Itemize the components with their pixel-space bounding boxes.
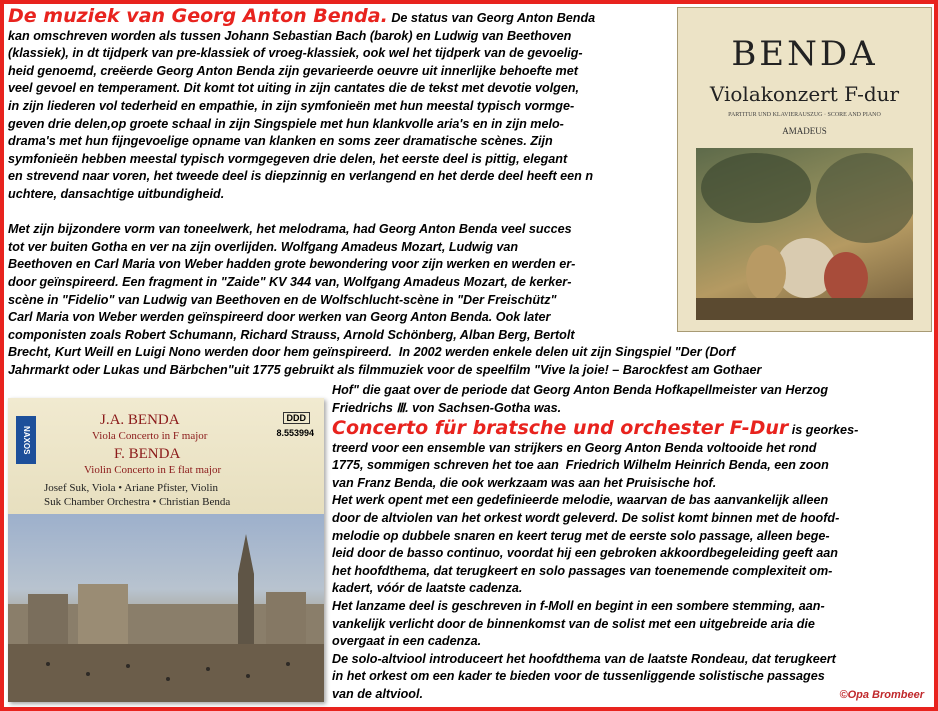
intro-first-line: De status van Georg Anton Benda	[387, 11, 596, 25]
text-line: heid genoemd, creëerde Georg Anton Benda zijn gevarieerde oeuvre uit innerlijke behoefte met	[8, 63, 578, 78]
text-line: Beethoven en Carl Maria von Weber hadden grote bewondering voor zijn werken en werden er-	[8, 257, 576, 272]
cover2-performers1: Josef Suk, Viola • Ariane Pfister, Violin	[44, 482, 219, 494]
melodrama-paragraph	[8, 222, 761, 377]
text-line: Brecht, Kurt Weill en Luigi Nono werden door hem geïnspireerd. In 2002 werden enkele delen uit zijn Singspiel "Der (Dorf	[8, 345, 736, 360]
text-line: door geïnspireerd. Een fragment in "Zaide" KV 344 van, Wolfgang Amadeus Mozart, de kerker-	[8, 274, 572, 289]
text-line: overgaat in een cadenza.	[332, 634, 482, 649]
text-line: in het orkest om een kader te bieden voor de tussenliggende solistische passages	[332, 669, 825, 684]
heading-concerto: Concerto für bratsche und orchester F-Dur	[332, 417, 789, 439]
cover2-work2: Violin Concerto in E flat major	[84, 464, 222, 476]
gotha-tail-lines	[332, 383, 828, 415]
intro-paragraph	[8, 29, 593, 201]
text-line: symfonieën hebben meestal typisch vormgegeven drie delen, het eerste deel is pittig, elegant	[8, 151, 568, 166]
ddd-badge: DDD	[283, 412, 311, 424]
catalog-number: 8.553994	[276, 428, 314, 438]
concerto-paragraph	[332, 441, 839, 701]
text-line: De solo-altviool introduceert het hoofdthema van de laatste Rondeau, dat terugkeert	[332, 651, 836, 666]
text-line: vankelijk verlicht door de binnenkomst van de solist met een uitgebreide aria die	[332, 616, 815, 631]
heading-muziek: De muziek van Georg Anton Benda.	[8, 5, 388, 27]
cover1-subtitle: Violakonzert F-dur	[709, 82, 900, 106]
cover1-title: BENDA	[731, 34, 878, 74]
concerto-text	[332, 417, 859, 704]
cover1-small: PARTITUR UND KLAVIERAUSZUG · SCORE AND PIANO	[728, 112, 881, 118]
text-line: en strevend naar voren, het tweede deel is diepzinnig en verlangend en het derde deel heeft een n	[8, 169, 594, 184]
cover2-composer1: J.A. BENDA	[100, 412, 180, 428]
text-line: kadert, vóór de laatste cadenza.	[332, 581, 523, 596]
text-line: van Franz Benda, die ook werkzaam was aan het Pruisische hof.	[332, 475, 717, 490]
cover1-painting	[696, 148, 913, 320]
text-line: componisten zoals Robert Schumann, Richard Strauss, Arnold Schönberg, Alban Berg, Bertolt	[8, 327, 575, 342]
benda-violakonzert-cover	[677, 7, 932, 332]
text-line: Het lanzame deel is geschreven in f-Moll en begint in een sombere stemming, aan-	[332, 598, 825, 613]
text-line: 1775, sommigen schreven het toe aan Friedrich Wilhelm Heinrich Benda, een zoon	[332, 458, 829, 473]
cover2-townscape	[8, 514, 324, 702]
text-line: veel gevoel en temperament. Dit komt tot uiting in zijn cantates die de tekst met devotie volgen,	[8, 81, 580, 96]
text-line: treerd voor een ensemble van strijkers en Georg Anton Benda voltooide het rond	[332, 440, 817, 455]
text-line: Met zijn bijzondere vorm van toneelwerk, het melodrama, had Georg Anton Benda veel succes	[8, 222, 572, 237]
text-line: Jahrmarkt oder Lukas und Bärbchen"uit 1775 gebruikt als filmmuziek voor de speelfilm "Vive la joie! – Barockfest am Gothaer	[8, 362, 762, 377]
text-line: kan omschreven worden als tussen Johann Sebastian Bach (barok) en Ludwig van Beethoven	[8, 28, 572, 43]
cover2-performers2: Suk Chamber Orchestra • Christian Benda	[44, 496, 231, 508]
gotha-tail	[332, 382, 828, 417]
text-line: door de altviolen van het orkest wordt geleverd. De solist komt binnen met de hoofd-	[332, 510, 840, 525]
text-line: het hoofdthema, dat terugkeert en solo passages van toenemende complexiteit om-	[332, 563, 833, 578]
text-line: uchtere, dansachtige uitbundigheid.	[8, 186, 225, 201]
text-line: Het werk opent met een gedefinieerde melodie, waarvan de bas aanvankelijk alleen	[332, 493, 829, 508]
text-line: melodie op dubbele snaren en keert terug met de eerste solo passage, alleen bege-	[332, 528, 830, 543]
text-line: drama's met hun fijngevoelige opname van klanken en soms zeer dramatische scènes. Zijn	[8, 134, 553, 149]
text-line: geven drie delen,op groete schaal in zijn Singspiele met hun klankvolle aria's en in zijn melo-	[8, 116, 564, 131]
cover1-brand: AMADEUS	[782, 126, 827, 136]
concerto-first-line: is georkes-	[788, 423, 859, 437]
text-line: scène in "Fidelio" van Ludwig van Beethoven en de Wolfschlucht-scène in "Der Freischütz"	[8, 292, 557, 307]
naxos-cd-cover	[8, 398, 324, 702]
text-line: leid door de basso continuo, voordat hij een gebroken akkoordbegeleiding geeft aan	[332, 546, 838, 561]
naxos-logo: NAXOS	[16, 416, 36, 464]
cover2-composer2: F. BENDA	[114, 446, 181, 462]
text-line: in zijn liederen vol tederheid en empathie, in zijn symfonieën met hun meestal typisch vormge-	[8, 98, 575, 113]
intro-text	[8, 5, 762, 379]
text-line: Carl Maria von Weber werden geïnspireerd door werken van Georg Anton Benda. Ook later	[8, 310, 551, 325]
text-line: van de altviool.	[332, 686, 423, 701]
copyright-credit: ©Opa Brombeer	[839, 689, 924, 701]
text-line: tot ver buiten Gotha en ver na zijn overlijden. Wolfgang Amadeus Mozart, Ludwig van	[8, 239, 519, 254]
text-line: (klassiek), in dt tijdperk van pre-klassiek of vroeg-klassiek, ook wel het tijdperk van de gevoelig-	[8, 46, 583, 61]
text-line: Friedrichs Ⅲ. von Sachsen-Gotha was.	[332, 400, 562, 415]
cover2-work1: Viola Concerto in F major	[92, 430, 208, 442]
text-line: Hof" die gaat over de periode dat Georg Anton Benda Hofkapellmeister van Herzog	[332, 383, 829, 397]
